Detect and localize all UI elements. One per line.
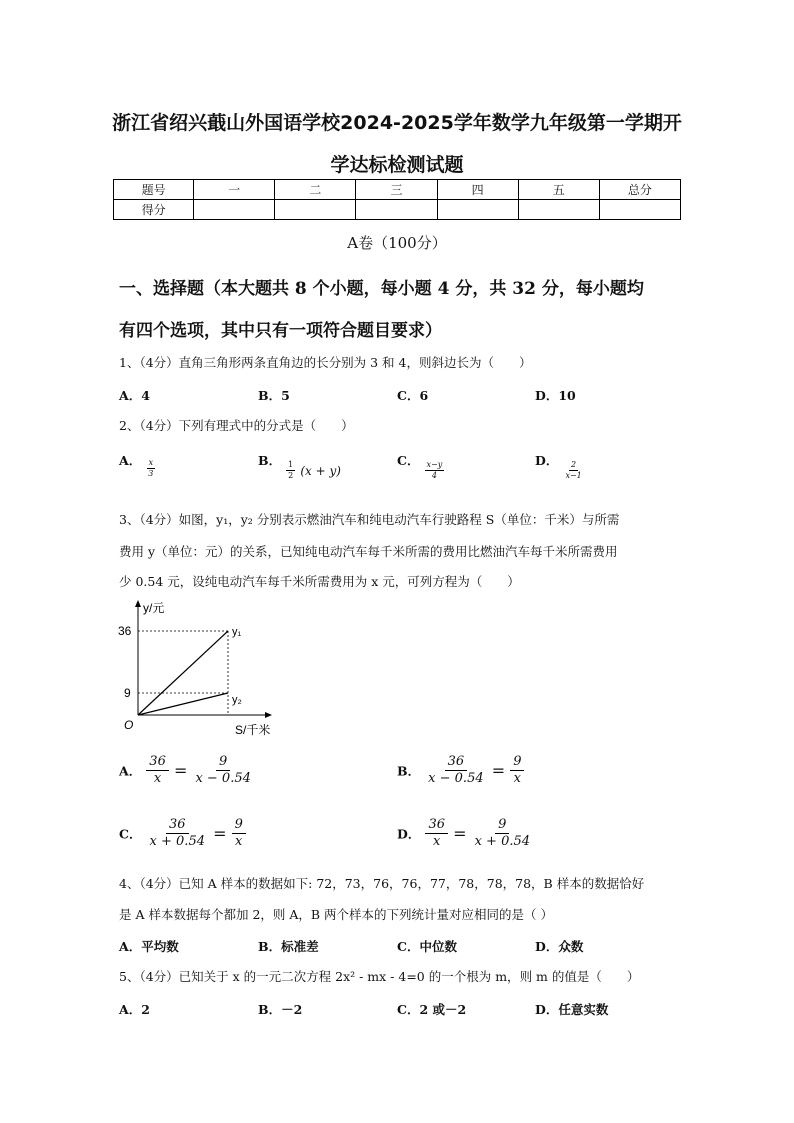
q4-stem-line-2: 是 A 样本数据每个都加 2，则 A，B 两个样本的下列统计量对应相同的是（ ） xyxy=(119,907,554,922)
q3-option-b[interactable] xyxy=(397,754,524,787)
q3-stem-line-3: 少 0.54 元，设纯电动汽车每千米所需费用为 x 元，可列方程为（ ） xyxy=(119,574,520,589)
q1-stem: 1、（4分）直角三角形两条直角边的长分别为 3 和 4，则斜边长为（ ） xyxy=(119,355,532,370)
score-cell[interactable] xyxy=(599,200,680,220)
part1-heading-line-1: 一、选择题（本大题共 8 个小题，每小题 4 分，共 32 分，每小题均 xyxy=(119,279,644,299)
q5-option-c[interactable]: C．2 或－2 xyxy=(397,1002,467,1017)
fraction-denominator: x − 0.54 xyxy=(195,771,251,786)
q2-option-c-fraction xyxy=(425,460,445,481)
score-header-cell: 四 xyxy=(437,180,518,200)
fraction xyxy=(425,754,486,787)
q1-option-c[interactable]: C．6 xyxy=(397,388,429,403)
fraction xyxy=(472,817,533,850)
q4-option-b[interactable]: B．标准差 xyxy=(258,939,319,954)
fraction-denominator: 3 xyxy=(148,469,154,478)
fraction xyxy=(425,817,448,850)
score-cell[interactable] xyxy=(356,200,437,220)
q2-option-b-fraction xyxy=(286,460,295,481)
q5-stem: 5、（4分）已知关于 x 的一元二次方程 2x² - mx - 4=0 的一个根为 m，则 m 的值是（ ） xyxy=(119,969,640,984)
fraction-numerator: 36 xyxy=(445,754,468,771)
fraction-denominator: 2 xyxy=(288,471,294,480)
fraction-numerator: 36 xyxy=(166,817,189,834)
q2-stem: 2、（4分）下列有理式中的分式是（ ） xyxy=(119,418,354,433)
fraction-numerator: 9 xyxy=(232,817,246,834)
fraction xyxy=(146,754,169,787)
q3-option-a-label: A． xyxy=(119,763,142,779)
y-tick-36: 36 xyxy=(118,624,132,638)
q5-option-b[interactable]: B．－2 xyxy=(258,1002,303,1017)
q2-option-a-label: A． xyxy=(119,453,142,468)
y-axis-arrow-icon xyxy=(135,600,141,607)
score-header-cell: 三 xyxy=(356,180,437,200)
q4-stem-line-1: 4、（4分）已知 A 样本的数据如下: 72，73，76，76，77，78，78，78，B 样本的数据恰好 xyxy=(119,876,645,891)
section-a-heading: A卷（100分） xyxy=(347,234,447,252)
x-axis-arrow-icon xyxy=(265,712,272,718)
fraction-numerator: 36 xyxy=(146,754,169,771)
fraction-denominator: x xyxy=(433,834,441,849)
q3-stem-line-1: 3、（4分）如图，y₁，y₂ 分别表示燃油汽车和纯电动汽车行驶路程 S（单位：千米）与所需 xyxy=(119,512,620,527)
score-table-score-row xyxy=(114,200,681,220)
fraction-denominator: x xyxy=(513,771,522,786)
q1-option-a[interactable]: A．4 xyxy=(119,388,150,403)
fraction-numerator: x−y xyxy=(426,460,443,469)
score-header-cell: 五 xyxy=(518,180,599,200)
fraction-numerator: 1 xyxy=(288,460,294,469)
q4-option-c[interactable]: C．中位数 xyxy=(397,939,457,954)
fraction-numerator: 2 xyxy=(571,460,577,469)
title-line-1: 浙江省绍兴蕺山外国语学校2024-2025学年数学九年级第一学期开 xyxy=(112,112,682,134)
fraction-denominator: x−1 xyxy=(565,471,582,480)
fraction-numerator: x xyxy=(148,458,154,467)
y-axis-label: y/元 xyxy=(143,601,165,615)
q3-option-c-label: C． xyxy=(119,826,142,842)
equals-sign: = xyxy=(491,761,506,780)
fraction-denominator: x xyxy=(153,771,162,786)
q2-option-b-label: B． xyxy=(258,453,282,468)
fraction-denominator: x + 0.54 xyxy=(149,834,205,849)
q3-option-d-label: D． xyxy=(397,826,421,842)
q5-option-a[interactable]: A．2 xyxy=(119,1002,150,1017)
q1-option-b[interactable]: B．5 xyxy=(258,388,290,403)
score-table-header-row xyxy=(114,180,681,200)
score-header-cell: 总分 xyxy=(599,180,680,200)
q3-option-d[interactable] xyxy=(397,817,533,850)
equals-sign: = xyxy=(213,824,227,843)
q2-option-b-tail: (x + y) xyxy=(300,464,341,478)
q2-option-b[interactable] xyxy=(258,450,341,481)
line-y1 xyxy=(138,631,228,715)
fraction-numerator: 9 xyxy=(216,754,230,771)
q2-option-d-fraction xyxy=(563,460,583,481)
q2-option-a-fraction xyxy=(146,458,155,479)
q2-option-c[interactable] xyxy=(397,450,444,481)
q2-option-a[interactable] xyxy=(119,450,155,479)
fraction-denominator: x xyxy=(235,834,243,849)
line-y1-label: y₁ xyxy=(232,626,242,638)
q3-option-c[interactable] xyxy=(119,817,246,850)
score-table xyxy=(113,179,681,220)
q1-option-d[interactable]: D．10 xyxy=(535,388,576,403)
title-line-2: 学达标检测试题 xyxy=(330,154,464,176)
score-header-cell: 题号 xyxy=(114,180,194,200)
fraction-numerator: 36 xyxy=(425,817,448,834)
score-header-cell: 二 xyxy=(275,180,356,200)
score-header-cell: 一 xyxy=(194,180,275,200)
fraction xyxy=(192,754,253,787)
q3-option-b-label: B． xyxy=(397,763,421,779)
score-cell[interactable] xyxy=(437,200,518,220)
equals-sign: = xyxy=(173,761,188,780)
q2-option-d-label: D． xyxy=(535,453,559,468)
line-y2-label: y₂ xyxy=(232,694,242,706)
q3-stem-line-2: 费用 y（单位：元）的关系，已知纯电动汽车每千米所需的费用比燃油汽车每千米所需费用 xyxy=(119,544,618,559)
score-cell[interactable] xyxy=(275,200,356,220)
q4-option-d[interactable]: D．众数 xyxy=(535,939,584,954)
q4-option-a[interactable]: A．平均数 xyxy=(119,939,179,954)
x-axis-label: S/千米 xyxy=(235,723,271,737)
q5-option-d[interactable]: D．任意实数 xyxy=(535,1002,609,1017)
fraction xyxy=(510,754,524,787)
part1-heading-line-2: 有四个选项，其中只有一项符合题目要求） xyxy=(119,321,442,341)
score-cell[interactable] xyxy=(518,200,599,220)
fraction-numerator: 9 xyxy=(495,817,509,834)
equals-sign: = xyxy=(453,824,467,843)
fraction-denominator: x + 0.54 xyxy=(474,834,531,849)
q2-option-d[interactable] xyxy=(535,450,584,481)
q2-option-c-label: C． xyxy=(397,453,420,468)
q3-option-a[interactable] xyxy=(119,754,254,787)
fraction-denominator: x − 0.54 xyxy=(428,771,484,786)
fraction-denominator: 4 xyxy=(431,471,437,480)
score-row-label: 得分 xyxy=(114,200,194,220)
fraction xyxy=(147,817,208,850)
fraction-numerator: 9 xyxy=(510,754,524,771)
line-y2 xyxy=(138,693,228,715)
y-tick-9: 9 xyxy=(124,686,131,700)
origin-label: O xyxy=(124,718,134,732)
score-cell[interactable] xyxy=(194,200,275,220)
fraction xyxy=(232,817,246,850)
q3-graph xyxy=(110,598,300,743)
